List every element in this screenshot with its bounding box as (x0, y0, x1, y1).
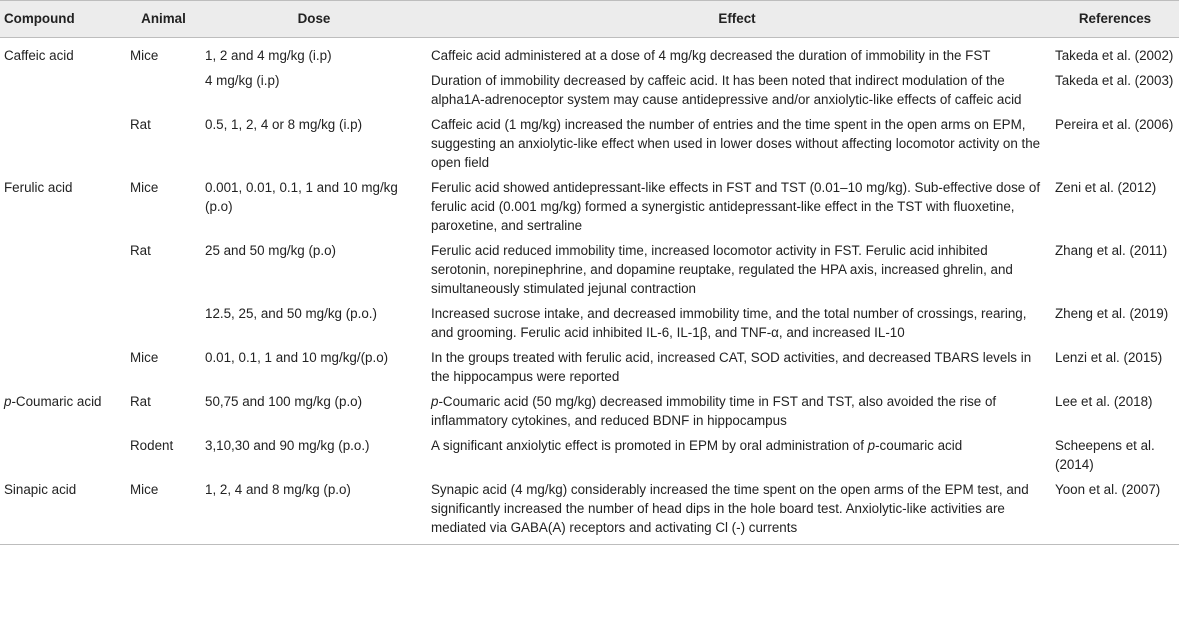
cell-animal: Rat (130, 117, 151, 132)
header-animal: Animal (126, 1, 201, 38)
table-row (0, 175, 1179, 238)
cell-dose: 4 mg/kg (i.p) (205, 73, 280, 88)
cell-effect: Ferulic acid showed antidepressant-like effects in FST and TST (0.01–10 mg/kg). Sub-effective dose of ferulic acid (0.001 mg/kg) formed a synergistic antidepressant-like effect in the TST with fluoxetine, paroxetine, and sertraline (431, 180, 1041, 233)
cell-dose: 50,75 and 100 mg/kg (p.o) (205, 394, 363, 409)
cell-animal: Mice (130, 350, 159, 365)
cell-reference: Lenzi et al. (2015) (1055, 350, 1163, 365)
cell-dose: 0.5, 1, 2, 4 or 8 mg/kg (i.p) (205, 117, 363, 132)
cell-compound: Caffeic acid (4, 48, 74, 63)
cell-effect: In the groups treated with ferulic acid, increased CAT, SOD activities, and decreased TBARS levels in the hippocampus were reported (431, 350, 1032, 384)
cell-reference: Yoon et al. (2007) (1051, 477, 1179, 545)
table-row (0, 38, 1179, 69)
cell-compound (0, 68, 126, 112)
header-dose: Dose (201, 1, 427, 38)
header-compound: Compound (0, 1, 126, 38)
table-row (0, 345, 1179, 389)
cell-reference: Scheepens et al. (2014) (1055, 438, 1155, 472)
cell-compound (0, 389, 126, 433)
cell-animal: Mice (130, 180, 159, 195)
table-row (0, 433, 1179, 477)
cell-reference: Takeda et al. (2002) (1055, 48, 1174, 63)
cell-reference: Zheng et al. (2019) (1055, 306, 1169, 321)
table-row (0, 301, 1179, 345)
cell-compound (0, 433, 126, 477)
table-row (0, 238, 1179, 301)
header-effect: Effect (427, 1, 1051, 38)
cell-compound: Sinapic acid (0, 477, 126, 545)
cell-compound (0, 345, 126, 389)
cell-effect: Caffeic acid administered at a dose of 4 mg/kg decreased the duration of immobility in the FST (431, 48, 991, 63)
table-header-row (0, 1, 1179, 38)
cell-compound (0, 301, 126, 345)
cell-dose: 3,10,30 and 90 mg/kg (p.o.) (205, 438, 370, 453)
cell-effect: Duration of immobility decreased by caffeic acid. It has been noted that indirect modulation of the alpha1A-adrenoceptor system may cause antidepressive and/or anxiolytic-like effects of caffeic acid (431, 73, 1022, 107)
cell-compound (0, 238, 126, 301)
cell-dose: 1, 2 and 4 mg/kg (i.p) (205, 48, 332, 63)
cell-reference: Lee et al. (2018) (1055, 394, 1153, 409)
cell-effect: Ferulic acid reduced immobility time, increased locomotor activity in FST. Ferulic acid inhibited serotonin, norepinephrine, and dopamine reuptake, regulated the HPA axis, increased ghrelin, and simultaneously stimulated jejunal contraction (431, 243, 1013, 296)
cell-effect: Caffeic acid (1 mg/kg) increased the number of entries and the time spent in the open arms on EPM, suggesting an anxiolytic-like effect when used in lower doses without affecting locomotor activity on the open field (431, 117, 1041, 170)
cell-effect (427, 433, 1051, 477)
cell-dose: 0.01, 0.1, 1 and 10 mg/kg/(p.o) (205, 350, 389, 365)
cell-animal: Rat (130, 243, 151, 258)
table-row (0, 389, 1179, 433)
cell-reference: Takeda et al. (2003) (1055, 73, 1174, 88)
cell-reference: Pereira et al. (2006) (1055, 117, 1174, 132)
cell-effect: Increased sucrose intake, and decreased immobility time, and the total number of crossings, rearing, and grooming. Ferulic acid inhibited IL-6, IL-1β, and TNF-α, and increased IL-10 (431, 306, 1027, 340)
effect-text: -Coumaric acid (50 mg/kg) decreased immobility time in FST and TST, also avoided the rise of inflammatory cytokines, and reduced BDNF in hippocampus (431, 394, 997, 428)
cell-dose: 12.5, 25, and 50 mg/kg (p.o.) (205, 306, 377, 321)
effect-text: A significant anxiolytic effect is promoted in EPM by oral administration of (431, 438, 868, 453)
header-references: References (1051, 1, 1179, 38)
cell-compound: Ferulic acid (4, 180, 73, 195)
cell-reference: Zeni et al. (2012) (1055, 180, 1157, 195)
effect-italic-prefix: p (431, 394, 439, 409)
cell-compound (0, 112, 126, 175)
effect-suffix: -coumaric acid (875, 438, 963, 453)
cell-effect: Synapic acid (4 mg/kg) considerably increased the time spent on the open arms of the EPM test, and significantly increased the number of head dips in the hole board test. Anxiolytic-like activities are mediated via GABA(A) receptors and activating Cl (-) currents (427, 477, 1051, 545)
cell-animal (126, 301, 201, 345)
cell-dose: 25 and 50 mg/kg (p.o) (205, 243, 337, 258)
cell-animal: Rodent (130, 438, 174, 453)
effect-italic-p: p (867, 438, 876, 453)
cell-animal: Rat (130, 394, 151, 409)
cell-reference: Zhang et al. (2011) (1055, 243, 1168, 258)
cell-animal: Mice (130, 48, 159, 63)
table-row (0, 477, 1179, 545)
cell-dose: 0.001, 0.01, 0.1, 1 and 10 mg/kg (p.o) (205, 180, 398, 214)
table-row (0, 68, 1179, 112)
cell-effect (427, 389, 1051, 433)
cell-animal (126, 68, 201, 112)
table-row (0, 112, 1179, 175)
compound-italic-prefix: p (4, 394, 12, 409)
compound-name: -Coumaric acid (11, 394, 102, 409)
cell-dose: 1, 2, 4 and 8 mg/kg (p.o) (201, 477, 427, 545)
cell-animal: Mice (126, 477, 201, 545)
